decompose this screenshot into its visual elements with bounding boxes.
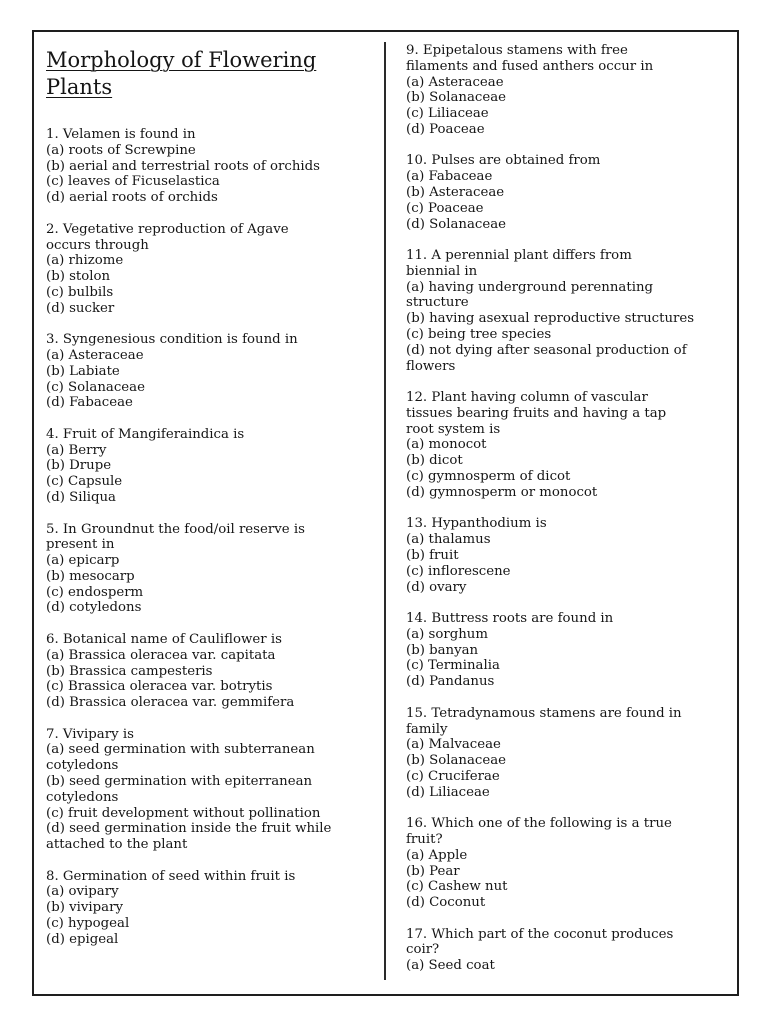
answer-option: (d) gymnosperm or monocot [406,484,598,500]
question-7 [46,727,376,853]
answer-option: (c) Liliaceae [406,106,489,122]
question-stem: 1. Velamen is found in [46,127,196,143]
answer-option: (c) Terminalia [406,658,500,674]
answer-option: (a) Asteraceae [46,348,144,363]
answer-option: (c) Cashew nut [406,879,508,895]
question-8 [46,869,376,948]
answer-option: (d) sucker [46,300,115,316]
answer-option: (d) epigeal [46,931,119,947]
question-stem: 17. Which part of the coconut produces coir? [406,926,674,958]
answer-option: (b) Brassica campesteris [46,663,213,679]
answer-option: (d) Liliaceae [406,784,490,800]
question-stem: 13. Hypanthodium is [406,516,547,532]
answer-option: (a) Berry [46,442,107,458]
answer-option: (b) Pear [406,863,460,879]
answer-option: (a) thalamus [406,532,491,548]
question-stem: 12. Plant having column of vascular tissues bearing fruits and having a tap root system is [406,390,667,437]
question-4 [46,427,376,506]
question-stem: 10. Pulses are obtained from [406,153,601,169]
answer-option: (d) Brassica oleracea var. gemmifera [46,695,295,711]
answer-option: (c) hypogeal [46,916,130,932]
left-column [46,47,376,964]
answer-option: (c) leaves of Ficuselastica [46,174,220,190]
answer-option: (d) Fabaceae [46,395,133,411]
answer-option: (b) having asexual reproductive structures [406,311,695,327]
question-stem: 16. Which one of the following is a true fruit? [406,816,672,847]
question-13 [406,516,731,595]
answer-option: (b) vivipary [46,900,123,916]
answer-option: (a) having underground perennating structure [406,279,654,311]
answer-option: (b) Solanaceae [406,90,507,106]
question-stem: 6. Botanical name of Cauliflower is [46,632,282,648]
answer-option: (c) being tree species [406,327,552,343]
page-title: Morphology of Flowering Plants [46,47,317,99]
answer-option: (a) Apple [406,847,468,863]
question-list [406,43,731,974]
question-stem: 5. In Groundnut the food/oil reserve is present in [46,521,305,553]
answer-option: (c) inflorescene [406,563,511,579]
question-stem: 11. A perennial plant differs from biennial in [406,248,632,279]
answer-option: (d) aerial roots of orchids [46,190,218,206]
answer-option: (d) Solanaceae [406,216,507,232]
answer-option: (c) Capsule [46,474,123,490]
answer-option: (b) Asteraceae [406,185,505,201]
answer-option: (c) fruit development without pollination [46,805,321,821]
question-6 [46,632,376,711]
question-stem: 14. Buttress roots are found in [406,611,614,627]
question-12 [406,390,731,500]
answer-option: (d) Siliqua [46,490,116,506]
answer-option: (d) Poaceae [406,121,485,137]
answer-option: (b) fruit [406,547,459,563]
answer-option: (a) ovipary [46,884,119,900]
answer-option: (b) banyan [406,642,479,658]
answer-option: (a) epicarp [46,553,120,569]
answer-option: (b) aerial and terrestrial roots of orchids [46,158,321,174]
answer-option: (a) Fabaceae [406,169,493,185]
question-list [46,127,376,948]
question-stem: 2. Vegetative reproduction of Agave occurs through [46,221,289,253]
answer-option: (d) Pandanus [406,674,495,690]
question-15 [406,706,731,801]
answer-option: (a) Asteraceae [406,74,504,90]
question-5 [46,522,376,617]
answer-option: (a) monocot [406,437,487,453]
question-1 [46,127,376,206]
answer-option: (b) mesocarp [46,568,135,584]
answer-option: (a) sorghum [406,626,488,642]
answer-option: (d) Coconut [406,895,486,911]
question-stem: 8. Germination of seed within fruit is [46,868,296,884]
answer-option: (c) bulbils [46,284,114,300]
column-divider [384,42,386,980]
answer-option: (c) Solanaceae [46,379,145,395]
answer-option: (d) not dying after seasonal production of flowers [406,342,687,374]
answer-option: (b) Solanaceae [406,753,507,769]
question-11 [406,248,731,374]
answer-option: (b) Drupe [46,458,112,474]
question-stem: 15. Tetradynamous stamens are found in family [406,705,682,737]
question-stem: 4. Fruit of Mangiferaindica is [46,426,245,442]
answer-option: (c) Cruciferae [406,768,500,784]
answer-option: (a) Seed coat [406,958,495,974]
answer-option: (c) Brassica oleracea var. botrytis [46,679,273,695]
answer-option: (b) seed germination with epiterranean cotyledons [46,774,313,805]
answer-option: (a) Brassica oleracea var. capitata [46,647,276,663]
answer-option: (b) Labiate [46,363,120,379]
answer-option: (d) seed germination inside the fruit while attached to the plant [46,821,332,853]
question-stem: 9. Epipetalous stamens with free filaments and fused anthers occur in [406,43,654,74]
answer-option: (b) stolon [46,269,111,285]
answer-option: (a) Malvaceae [406,737,501,753]
answer-option: (d) cotyledons [46,600,142,616]
question-9 [406,43,731,138]
answer-option: (c) Poaceae [406,200,484,216]
answer-option: (c) gymnosperm of dicot [406,469,571,485]
answer-option: (a) rhizome [46,253,124,269]
question-14 [406,611,731,690]
question-stem: 3. Syngenesious condition is found in [46,332,298,348]
question-stem: 7. Vivipary is [46,726,134,742]
answer-option: (c) endosperm [46,584,144,600]
right-column [406,43,731,990]
answer-option: (a) seed germination with subterranean cotyledons [46,742,315,774]
question-10 [406,153,731,232]
question-2 [46,222,376,317]
question-16 [406,816,731,911]
answer-option: (a) roots of Screwpine [46,142,196,158]
question-17 [406,927,731,974]
question-3 [46,332,376,411]
answer-option: (d) ovary [406,579,467,595]
answer-option: (b) dicot [406,453,463,469]
